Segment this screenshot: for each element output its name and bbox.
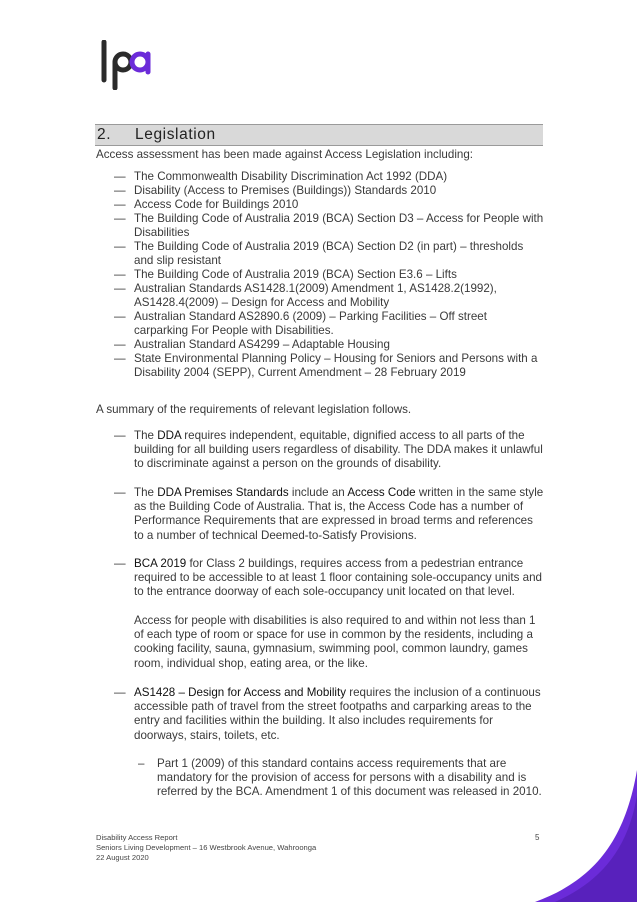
term-access-code: Access Code [347, 486, 416, 499]
lpa-logo [98, 40, 152, 90]
list-item: — Australian Standards AS1428.1(2009) Amendment 1, AS1428.2(1992), AS1428.4(2009) – Design for Access and Mobility [114, 282, 497, 309]
footer [96, 833, 316, 864]
list-item: — Disability (Access to Premises (Buildings)) Standards 2010 [114, 184, 437, 197]
list-item: — Australian Standard AS4299 – Adaptable Housing [114, 338, 390, 351]
summary-part1: – Part 1 (2009) of this standard contains access requirements that are mandatory for the provision of access for persons with a disability and is referred by the BCA. Amendment 1 of this document was released in 2010. [138, 757, 542, 799]
list-item: — Australian Standard AS2890.6 (2009) – Parking Facilities – Off street carparking For People with Disabilities. [114, 310, 487, 337]
footer-report-title: Disability Access Report [96, 833, 178, 842]
list-item: — Access Code for Buildings 2010 [114, 198, 299, 211]
section-number: 2. [97, 126, 112, 143]
term-bca: BCA 2019 [134, 557, 187, 570]
list-item: — The Building Code of Australia 2019 (BCA) Section D2 (in part) – thresholds and slip resistant [114, 240, 524, 267]
footer-date: 22 August 2020 [96, 853, 149, 863]
legislation-list [114, 170, 544, 380]
list-item: — State Environmental Planning Policy – Housing for Seniors and Persons with a Disability 2004 (SEPP), Current Amendment – 28 February 2019 [114, 352, 538, 379]
section-title: Legislation [135, 126, 216, 143]
footer-project: Seniors Living Development – 16 Westbrook Avenue, Wahroonga [96, 843, 317, 853]
purple-corner-swoosh [500, 770, 637, 902]
summary-intro: A summary of the requirements of relevant legislation follows. [96, 403, 412, 416]
list-item: — The Building Code of Australia 2019 (BCA) Section D3 – Access for People with Disabilities [114, 212, 544, 239]
intro-text: Access assessment has been made against Access Legislation including: [96, 148, 474, 161]
summary-as1428: — AS1428 – Design for Access and Mobility requires the inclusion of a continuous accessible path of travel from the street footpaths and carparking areas to the entry and facilities within the building. It also includes requirements for doorways, stairs, toilets, etc. [114, 686, 541, 742]
list-item: — The Building Code of Australia 2019 (BCA) Section E3.6 – Lifts [114, 268, 457, 281]
term-as1428: AS1428 – Design for Access and Mobility [134, 686, 347, 699]
list-item: — The Commonwealth Disability Discrimination Act 1992 (DDA) [114, 170, 448, 183]
term-premises-standards: DDA Premises Standards [157, 486, 289, 499]
term-dda: DDA [157, 429, 182, 442]
summary-dda: — The DDA requires independent, equitable, dignified access to all parts of the building for all building users regardless of disability. The DDA makes it unlawful to discriminate against a person on the grounds of disability. [114, 429, 543, 471]
summary-bca: — BCA 2019 for Class 2 buildings, requires access from a pedestrian entrance required to be accessible to at least 1 floor containing sole-occupancy units and to the entrance doorway of each sole-occupancy unit located on that level. [114, 557, 542, 599]
section-heading [95, 124, 543, 146]
summary-premises-standards: — The DDA Premises Standards include an Access Code written in the same style as the Building Code of Australia. That is, the Access Code has a number of Performance Requirements that are expressed in broad terms and references to a number of technical Deemed-to-Satisfy Provisions. [114, 486, 544, 542]
bca-extra-text: Access for people with disabilities is also required to and within not less than 1 of each type of room or space for use in common by the residents, including a cooking facility, sauna, gymnasium, swimming pool, common laundry, games room, individual shop, eating area, or the like. [134, 614, 536, 670]
page-number: 5 [535, 833, 540, 842]
